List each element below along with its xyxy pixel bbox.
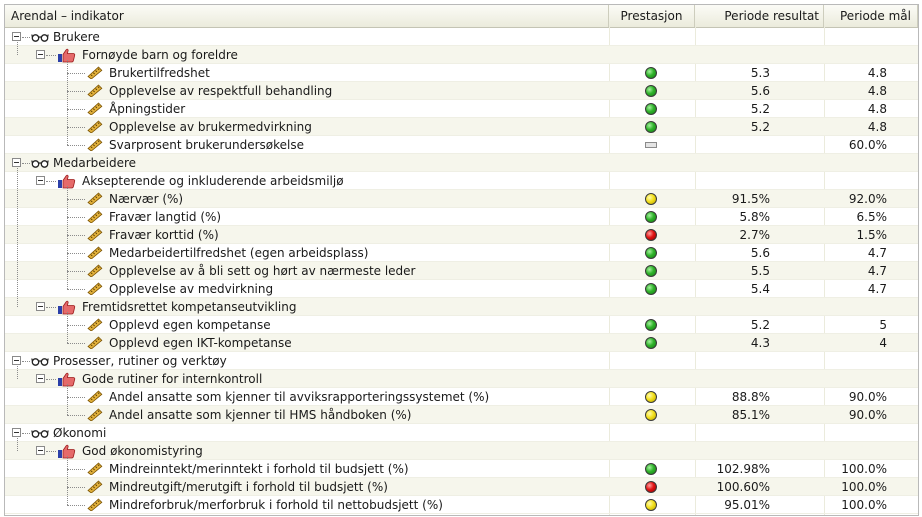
- period-result-value: 5.6: [750, 84, 770, 98]
- tree-connector: [17, 168, 19, 307]
- column-header-goal[interactable]: Periode mål: [824, 5, 918, 27]
- period-result-value: 88.8%: [731, 390, 770, 404]
- tree-connector: [67, 415, 85, 417]
- tree-connector: [67, 487, 85, 489]
- tree-connector: [46, 379, 56, 381]
- status-green-indicator-icon: [645, 463, 657, 475]
- tree-connector: [67, 253, 85, 255]
- period-goal-value: 5: [879, 318, 887, 332]
- row-label: Opplevelse av respektfull behandling: [109, 84, 333, 98]
- period-goal-value: 90.0%: [848, 408, 887, 422]
- tree-connector: [67, 127, 85, 129]
- collapse-toggle-icon[interactable]: [36, 176, 45, 185]
- tree-connector: [67, 217, 85, 219]
- collapse-toggle-icon[interactable]: [36, 50, 45, 59]
- tree-connector: [67, 271, 85, 273]
- status-yellow-indicator-icon: [645, 391, 657, 403]
- column-header-status[interactable]: Prestasjon: [609, 5, 695, 27]
- row-label: Opplevelse av å bli sett og hørt av nærmeste leder: [109, 264, 416, 278]
- tree-connector: [67, 91, 85, 93]
- tree-row-indicator[interactable]: [5, 262, 918, 280]
- row-label: Brukere: [53, 30, 100, 44]
- row-label: Andel ansatte som kjenner til avviksrapporteringssystemet (%): [109, 390, 490, 404]
- tree-connector: [46, 181, 56, 183]
- column-header-result[interactable]: Periode resultat: [695, 5, 824, 27]
- period-result-value: 102.98%: [716, 462, 770, 476]
- row-label: Medarbeidertilfredshet (egen arbeidsplass): [109, 246, 369, 260]
- tree-connector: [46, 451, 56, 453]
- period-goal-value: 4.8: [867, 102, 887, 116]
- tree-row-indicator[interactable]: [5, 388, 918, 406]
- row-label: Medarbeidere: [53, 156, 137, 170]
- status-green-indicator-icon: [645, 211, 657, 223]
- tree-connector: [67, 235, 85, 237]
- row-label: Fravær korttid (%): [109, 228, 219, 242]
- period-goal-value: 100.0%: [841, 498, 887, 512]
- status-yellow-indicator-icon: [645, 499, 657, 511]
- period-goal-value: 4.8: [867, 66, 887, 80]
- tree-connector: [46, 55, 56, 57]
- row-label: Prosesser, rutiner og verktøy: [53, 354, 227, 368]
- tree-connector: [22, 163, 30, 165]
- row-label: Opplevelse av medvirkning: [109, 282, 274, 296]
- row-label: God økonomistyring: [82, 444, 203, 458]
- row-label: Opplevd egen kompetanse: [109, 318, 271, 332]
- period-goal-value: 92.0%: [848, 192, 887, 206]
- row-label: Økonomi: [53, 426, 107, 440]
- tree-connector: [67, 505, 85, 507]
- tree-row-indicator[interactable]: [5, 478, 918, 496]
- row-label: Mindreforbruk/merforbruk i forhold til nettobudsjett (%): [109, 498, 443, 512]
- period-result-value: 5.6: [750, 246, 770, 260]
- tree-connector: [46, 307, 56, 309]
- period-goal-value: 4.8: [867, 84, 887, 98]
- tree-connector: [67, 73, 85, 75]
- period-result-value: 85.1%: [731, 408, 770, 422]
- tree-row-goal[interactable]: [5, 172, 918, 190]
- tree-connector: [67, 199, 85, 201]
- period-goal-value: 60.0%: [848, 138, 887, 152]
- tree-connector: [67, 325, 85, 327]
- tree-connector: [67, 312, 69, 343]
- tree-connector: [67, 289, 85, 291]
- period-result-value: 5.2: [750, 102, 770, 116]
- status-green-indicator-icon: [645, 67, 657, 79]
- tree-row-indicator[interactable]: [5, 496, 918, 514]
- row-label: Opplevelse av brukermedvirkning: [109, 120, 312, 134]
- period-result-value: 5.3: [750, 66, 770, 80]
- tree-connector: [22, 433, 30, 435]
- row-label: Brukertilfredshet: [109, 66, 210, 80]
- ruler-icon: [87, 498, 103, 516]
- row-label: Nærvær (%): [109, 192, 184, 206]
- row-label: Svarprosent brukerundersøkelse: [109, 138, 304, 152]
- tree-row-perspective[interactable]: [5, 352, 918, 370]
- tree-row-goal[interactable]: [5, 298, 918, 316]
- tree-row-indicator[interactable]: [5, 226, 918, 244]
- period-result-value: 2.7%: [739, 228, 770, 242]
- status-green-indicator-icon: [645, 121, 657, 133]
- collapse-toggle-icon[interactable]: [36, 302, 45, 311]
- period-result-value: 5.2: [750, 120, 770, 134]
- tree-row-indicator[interactable]: [5, 82, 918, 100]
- row-label: Fravær langtid (%): [109, 210, 222, 224]
- row-label: Mindreinntekt/merinntekt i forhold til budsjett (%): [109, 462, 409, 476]
- tree-row-indicator[interactable]: [5, 208, 918, 226]
- tree-row-goal[interactable]: [5, 46, 918, 64]
- period-goal-value: 100.0%: [841, 462, 887, 476]
- period-goal-value: 6.5%: [856, 210, 887, 224]
- tree-rows: [5, 28, 918, 514]
- period-goal-value: 4.7: [867, 282, 887, 296]
- collapse-toggle-icon[interactable]: [12, 356, 21, 365]
- row-label: Gode rutiner for internkontroll: [82, 372, 263, 386]
- status-yellow-indicator-icon: [645, 409, 657, 421]
- row-label: Aksepterende og inkluderende arbeidsmiljø: [82, 174, 344, 188]
- tree-row-indicator[interactable]: [5, 334, 918, 352]
- status-gray-indicator-icon: [645, 142, 657, 148]
- period-result-value: 91.5%: [731, 192, 770, 206]
- period-goal-value: 1.5%: [856, 228, 887, 242]
- tree-row-indicator[interactable]: [5, 280, 918, 298]
- tree-connector: [22, 361, 30, 363]
- tree-row-indicator[interactable]: [5, 244, 918, 262]
- status-green-indicator-icon: [645, 265, 657, 277]
- period-goal-value: 4.7: [867, 246, 887, 260]
- tree-connector: [67, 397, 85, 399]
- column-header-name[interactable]: Arendal – indikator: [5, 5, 609, 27]
- period-result-value: 95.01%: [724, 498, 770, 512]
- tree-connector: [67, 456, 69, 505]
- tree-connector: [67, 145, 85, 147]
- status-green-indicator-icon: [645, 85, 657, 97]
- tree-connector: [67, 384, 69, 415]
- collapse-toggle-icon[interactable]: [36, 446, 45, 455]
- period-result-value: 100.60%: [716, 480, 770, 494]
- collapse-toggle-icon[interactable]: [12, 32, 21, 41]
- tree-row-perspective[interactable]: [5, 424, 918, 442]
- tree-connector: [17, 42, 19, 55]
- tree-row-indicator[interactable]: [5, 316, 918, 334]
- status-green-indicator-icon: [645, 247, 657, 259]
- tree-row-indicator[interactable]: [5, 64, 918, 82]
- tree-connector: [67, 186, 69, 289]
- row-label: Fornøyde barn og foreldre: [82, 48, 238, 62]
- row-label: Mindreutgift/merutgift i forhold til budsjett (%): [109, 480, 388, 494]
- tree-row-indicator[interactable]: [5, 460, 918, 478]
- period-goal-value: 90.0%: [848, 390, 887, 404]
- tree-row-goal[interactable]: [5, 370, 918, 388]
- period-result-value: 5.5: [750, 264, 770, 278]
- period-goal-value: 100.0%: [841, 480, 887, 494]
- grid-header: [5, 5, 918, 28]
- tree-row-indicator[interactable]: [5, 406, 918, 424]
- tree-connector: [17, 366, 19, 379]
- status-green-indicator-icon: [645, 103, 657, 115]
- period-goal-value: 4.8: [867, 120, 887, 134]
- period-goal-value: 4: [879, 336, 887, 350]
- status-green-indicator-icon: [645, 337, 657, 349]
- period-result-value: 5.8%: [739, 210, 770, 224]
- tree-row-indicator[interactable]: [5, 100, 918, 118]
- tree-row-perspective[interactable]: [5, 154, 918, 172]
- tree-row-goal[interactable]: [5, 442, 918, 460]
- collapse-toggle-icon[interactable]: [36, 374, 45, 383]
- tree-row-indicator[interactable]: [5, 136, 918, 154]
- tree-connector: [67, 469, 85, 471]
- status-red-indicator-icon: [645, 229, 657, 241]
- indicator-grid: [4, 4, 919, 516]
- period-result-value: 5.4: [750, 282, 770, 296]
- tree-connector: [17, 438, 19, 451]
- status-red-indicator-icon: [645, 481, 657, 493]
- period-result-value: 4.3: [750, 336, 770, 350]
- status-green-indicator-icon: [645, 319, 657, 331]
- row-label: Fremtidsrettet kompetanseutvikling: [82, 300, 297, 314]
- status-yellow-indicator-icon: [645, 193, 657, 205]
- tree-connector: [22, 37, 30, 39]
- tree-connector: [67, 343, 85, 345]
- tree-row-indicator[interactable]: [5, 118, 918, 136]
- tree-connector: [67, 109, 85, 111]
- tree-row-indicator[interactable]: [5, 190, 918, 208]
- collapse-toggle-icon[interactable]: [12, 428, 21, 437]
- period-goal-value: 4.7: [867, 264, 887, 278]
- tree-connector: [67, 60, 69, 145]
- period-result-value: 5.2: [750, 318, 770, 332]
- collapse-toggle-icon[interactable]: [12, 158, 21, 167]
- row-label: Åpningstider: [109, 102, 186, 116]
- status-green-indicator-icon: [645, 283, 657, 295]
- row-label: Opplevd egen IKT-kompetanse: [109, 336, 292, 350]
- tree-row-perspective[interactable]: [5, 28, 918, 46]
- row-label: Andel ansatte som kjenner til HMS håndboken (%): [109, 408, 412, 422]
